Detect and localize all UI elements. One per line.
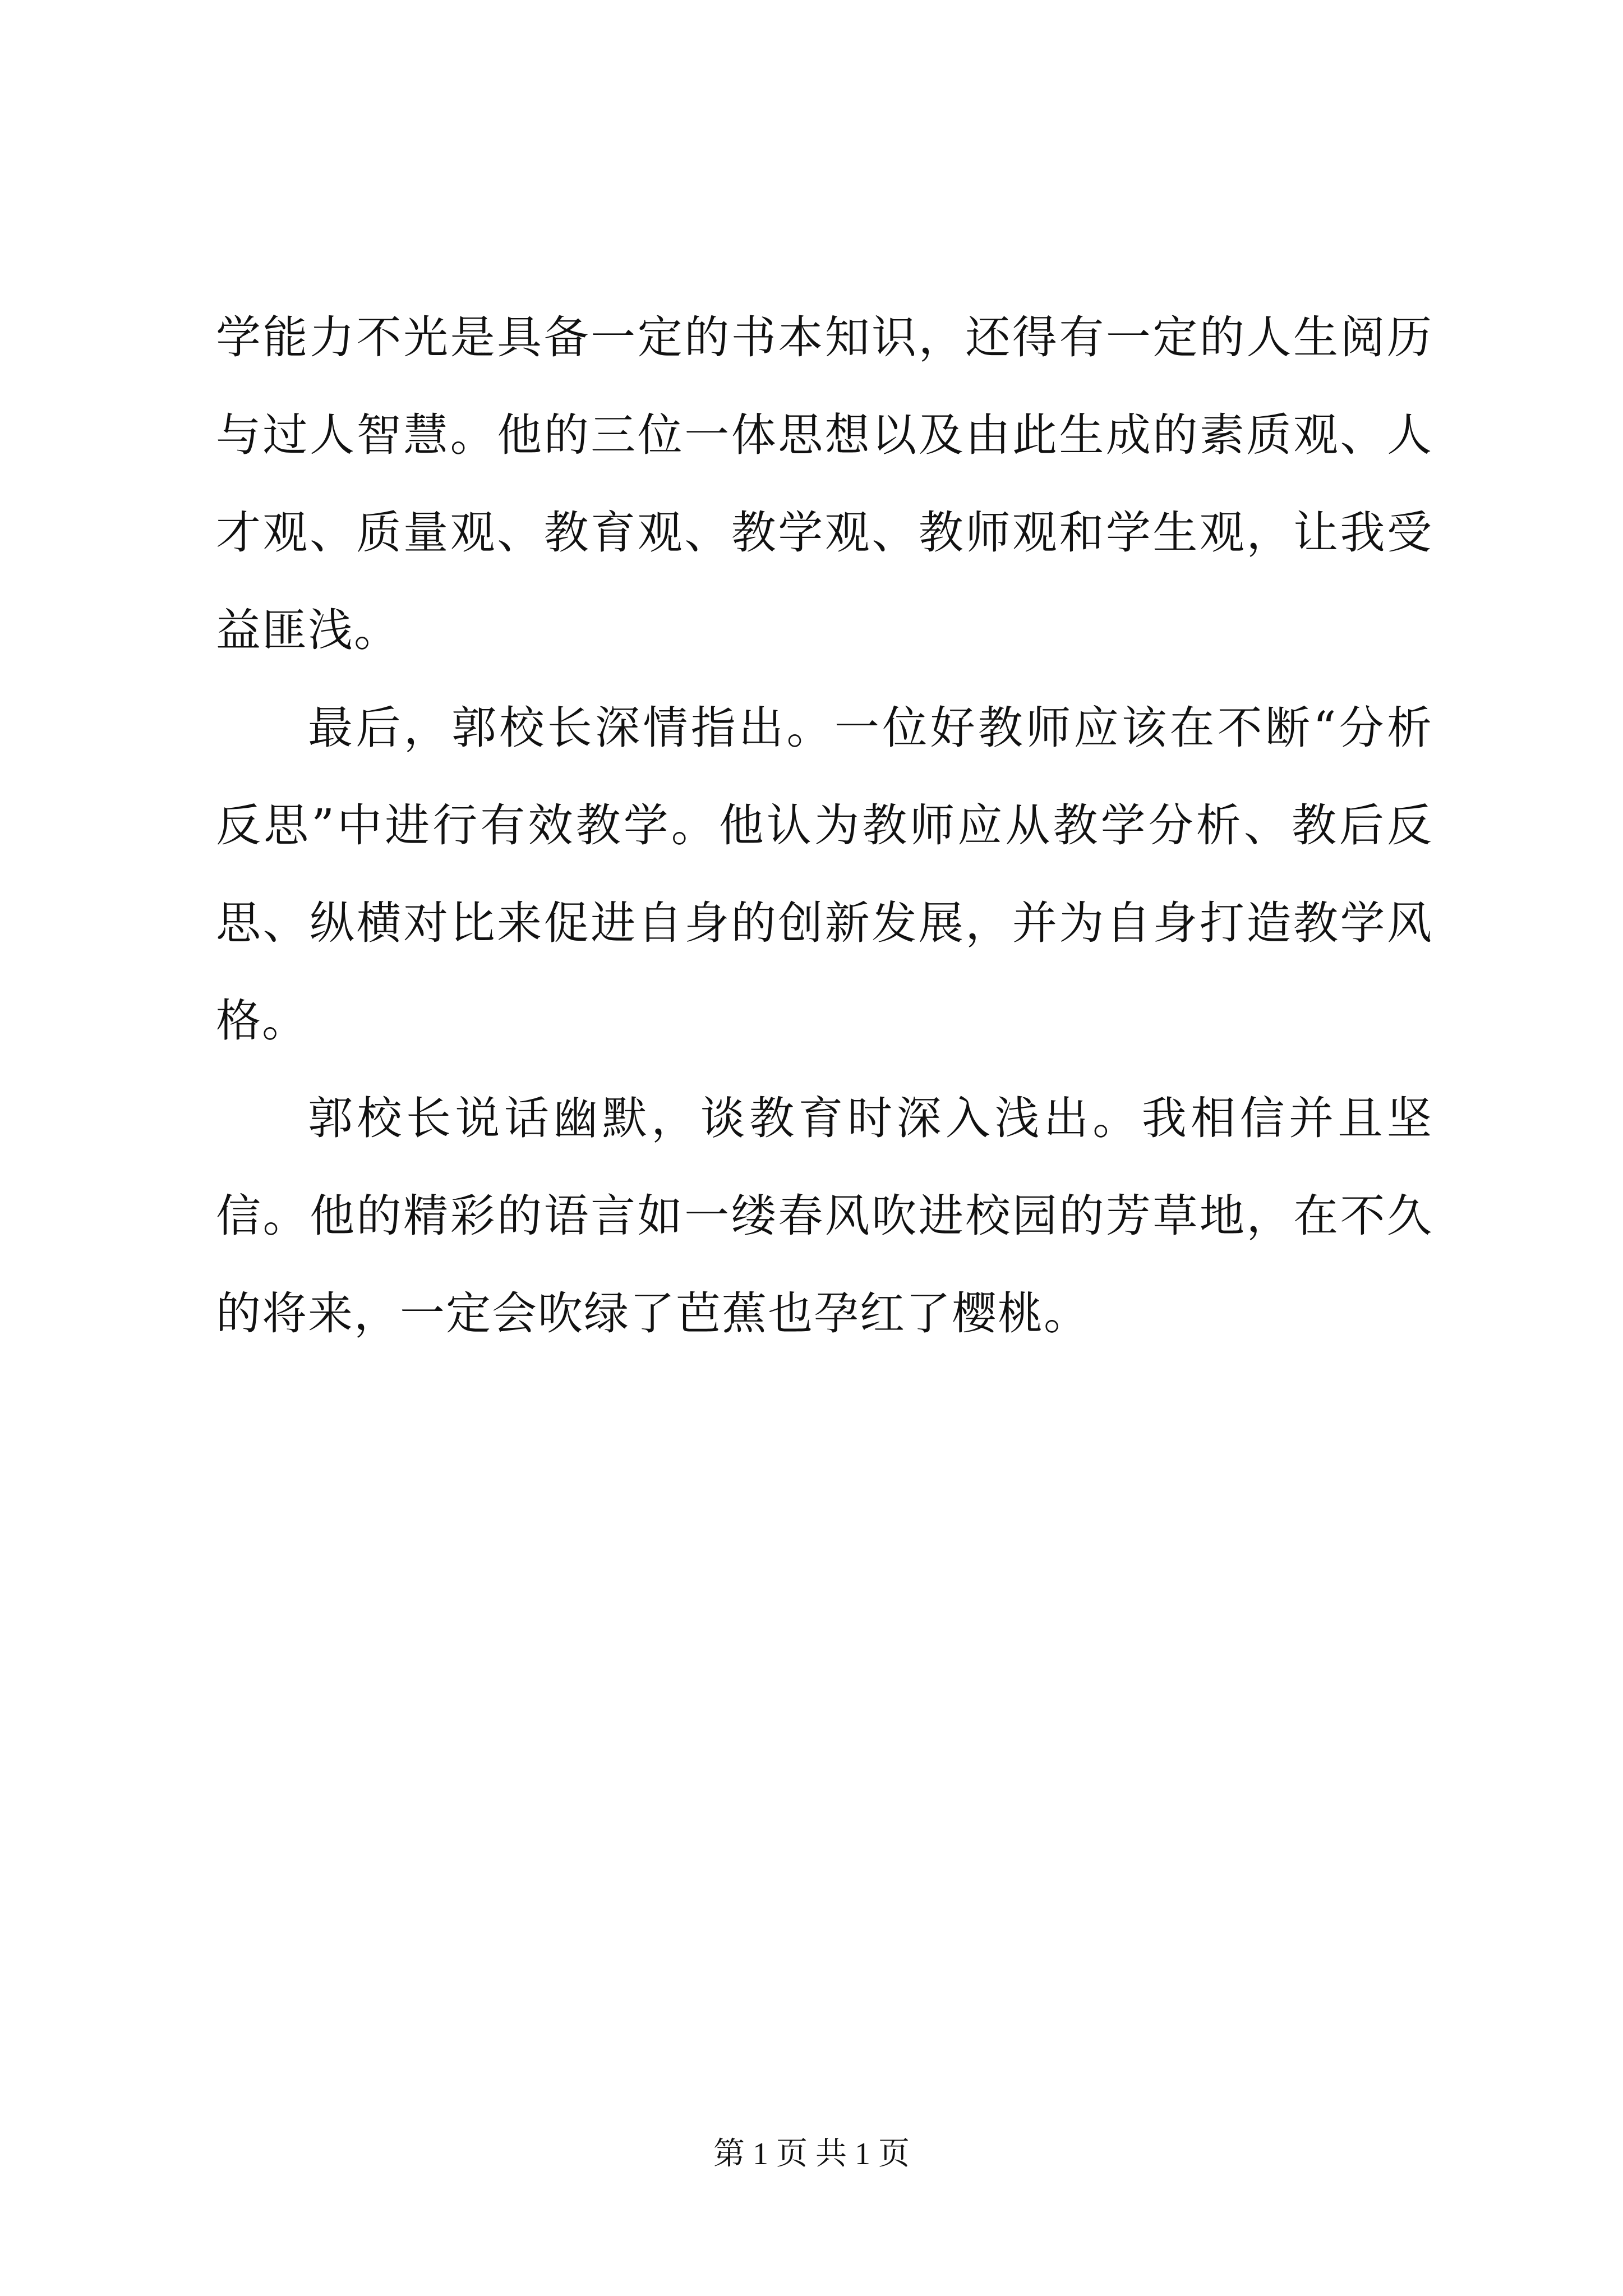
- paragraph: 最后，郭校长深情指出。一位好教师应该在不断“分析反思”中进行有效教学。他认为教师应从教学分析、教后反思、纵横对比来促进自身的创新发展，并为自身打造教学风格。: [216, 702, 1433, 1047]
- document-body: [216, 289, 1433, 1363]
- page-number-footer: 第 1 页 共 1 页: [713, 2137, 910, 2171]
- paragraph: 郭校长说话幽默，谈教育时深入浅出。我相信并且坚信。他的精彩的语言如一缕春风吹进校园的芳草地，在不久的将来，一定会吹绿了芭蕉也孕红了樱桃。: [216, 1092, 1433, 1340]
- paragraph-continued: 学能力不光是具备一定的书本知识，还得有一定的人生阅历与过人智慧。他的三位一体思想以及由此生成的素质观、人才观、质量观、教育观、教学观、教师观和学生观，让我受益匪浅。: [216, 311, 1433, 656]
